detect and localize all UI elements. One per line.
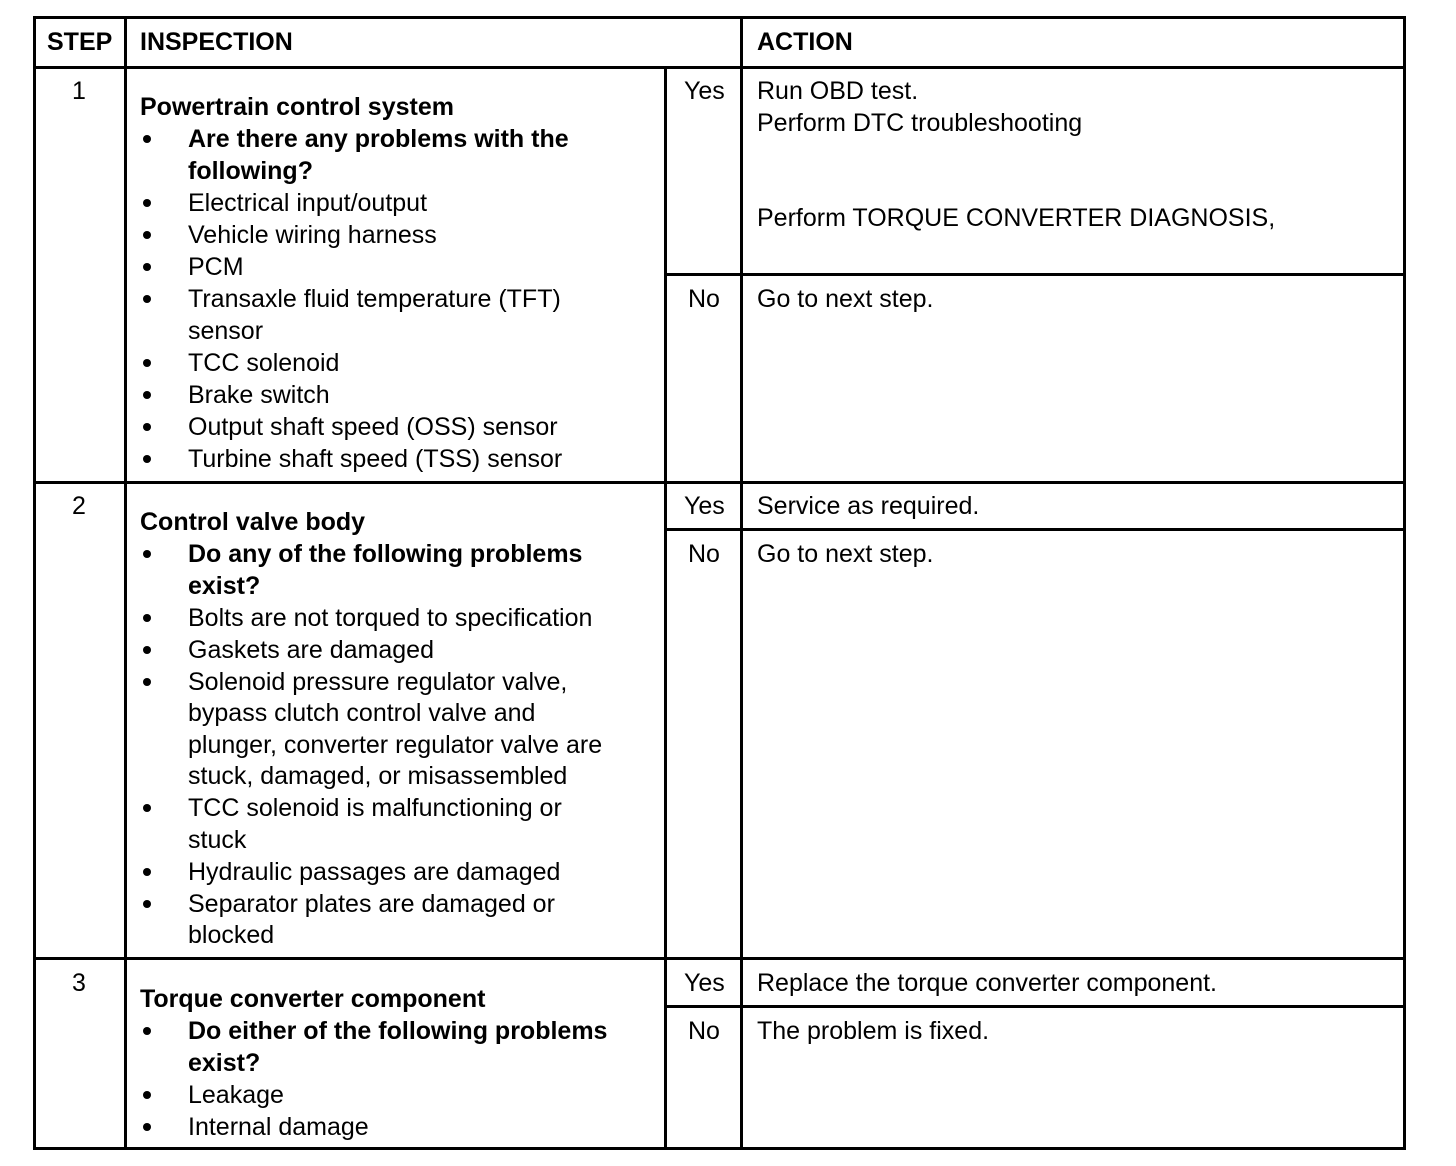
action-column-divider — [740, 16, 743, 1150]
inspection-question: Do either of the following problems — [188, 1017, 608, 1045]
inspection-question: following? — [188, 157, 313, 185]
bullet-icon — [143, 678, 151, 686]
no-label: No — [688, 285, 720, 313]
row-divider-1 — [33, 481, 1406, 484]
step-number: 1 — [72, 77, 86, 105]
no-label: No — [688, 540, 720, 568]
inspection-item: PCM — [188, 253, 244, 281]
no-label: No — [688, 1017, 720, 1045]
yes-label: Yes — [684, 969, 725, 997]
bullet-icon — [143, 231, 151, 239]
table-border-top — [33, 16, 1406, 19]
yes-label: Yes — [684, 77, 725, 105]
yes-no-divider-3 — [664, 1005, 1406, 1008]
bullet-icon — [143, 804, 151, 812]
yes-no-divider-1 — [664, 273, 1406, 276]
bullet-icon — [143, 263, 151, 271]
inspection-question: Are there any problems with the — [188, 125, 569, 153]
bullet-icon — [143, 900, 151, 908]
bullet-icon — [143, 199, 151, 207]
bullet-icon — [143, 423, 151, 431]
bullet-icon — [143, 359, 151, 367]
no-action: Go to next step. — [757, 285, 934, 313]
step-number: 2 — [72, 492, 86, 520]
inspection-item: Bolts are not torqued to specification — [188, 604, 593, 632]
yes-action: Replace the torque converter component. — [757, 969, 1217, 997]
inspection-item: Vehicle wiring harness — [188, 221, 437, 249]
yes-action: Perform TORQUE CONVERTER DIAGNOSIS, — [757, 204, 1276, 232]
inspection-item: Separator plates are damaged or — [188, 890, 555, 918]
yes-action: Perform DTC troubleshooting — [757, 109, 1083, 137]
bullet-icon — [143, 1027, 151, 1035]
inspection-item: Leakage — [188, 1081, 284, 1109]
inspection-item: sensor — [188, 317, 264, 345]
yes-action: Run OBD test. — [757, 77, 919, 105]
inspection-item: Brake switch — [188, 381, 330, 409]
bullet-icon — [143, 455, 151, 463]
inspection-item: blocked — [188, 921, 275, 949]
inspection-item: TCC solenoid — [188, 349, 340, 377]
yes-action: Service as required. — [757, 492, 980, 520]
bullet-icon — [143, 614, 151, 622]
inspection-title: Powertrain control system — [140, 93, 454, 121]
bullet-icon — [143, 1123, 151, 1131]
header-divider — [33, 66, 1406, 69]
inspection-item: Output shaft speed (OSS) sensor — [188, 413, 558, 441]
inspection-item: Internal damage — [188, 1113, 369, 1141]
no-action: Go to next step. — [757, 540, 934, 568]
bullet-icon — [143, 868, 151, 876]
table-border-right — [1403, 16, 1406, 1150]
bullet-icon — [143, 135, 151, 143]
inspection-question: exist? — [188, 572, 261, 600]
inspection-title: Torque converter component — [140, 985, 486, 1013]
inspection-question: exist? — [188, 1049, 261, 1077]
bullet-icon — [143, 550, 151, 558]
header-inspection: INSPECTION — [140, 28, 293, 56]
inspection-item: stuck — [188, 826, 247, 854]
yes-no-divider-2 — [664, 528, 1406, 531]
row-divider-2 — [33, 957, 1406, 960]
inspection-item: Transaxle fluid temperature (TFT) — [188, 285, 561, 313]
no-action: The problem is fixed. — [757, 1017, 990, 1045]
table-border-left — [33, 16, 36, 1150]
step-column-divider — [124, 16, 127, 1150]
inspection-item: bypass clutch control valve and — [188, 699, 536, 727]
inspection-title: Control valve body — [140, 508, 366, 536]
bullet-icon — [143, 1091, 151, 1099]
answer-column-divider — [664, 66, 667, 1150]
bullet-icon — [143, 391, 151, 399]
table-border-bottom — [33, 1147, 1406, 1150]
inspection-question: Do any of the following problems — [188, 540, 583, 568]
bullet-icon — [143, 295, 151, 303]
bullet-icon — [143, 646, 151, 654]
header-step: STEP — [47, 28, 113, 56]
inspection-item: Solenoid pressure regulator valve, — [188, 668, 568, 696]
header-action: ACTION — [757, 28, 853, 56]
inspection-item: Gaskets are damaged — [188, 636, 434, 664]
step-number: 3 — [72, 969, 86, 997]
inspection-item: stuck, damaged, or misassembled — [188, 762, 568, 790]
inspection-item: Electrical input/output — [188, 189, 428, 217]
inspection-item: TCC solenoid is malfunctioning or — [188, 794, 562, 822]
yes-label: Yes — [684, 492, 725, 520]
inspection-item: Turbine shaft speed (TSS) sensor — [188, 445, 563, 473]
inspection-item: plunger, converter regulator valve are — [188, 731, 603, 759]
inspection-item: Hydraulic passages are damaged — [188, 858, 561, 886]
